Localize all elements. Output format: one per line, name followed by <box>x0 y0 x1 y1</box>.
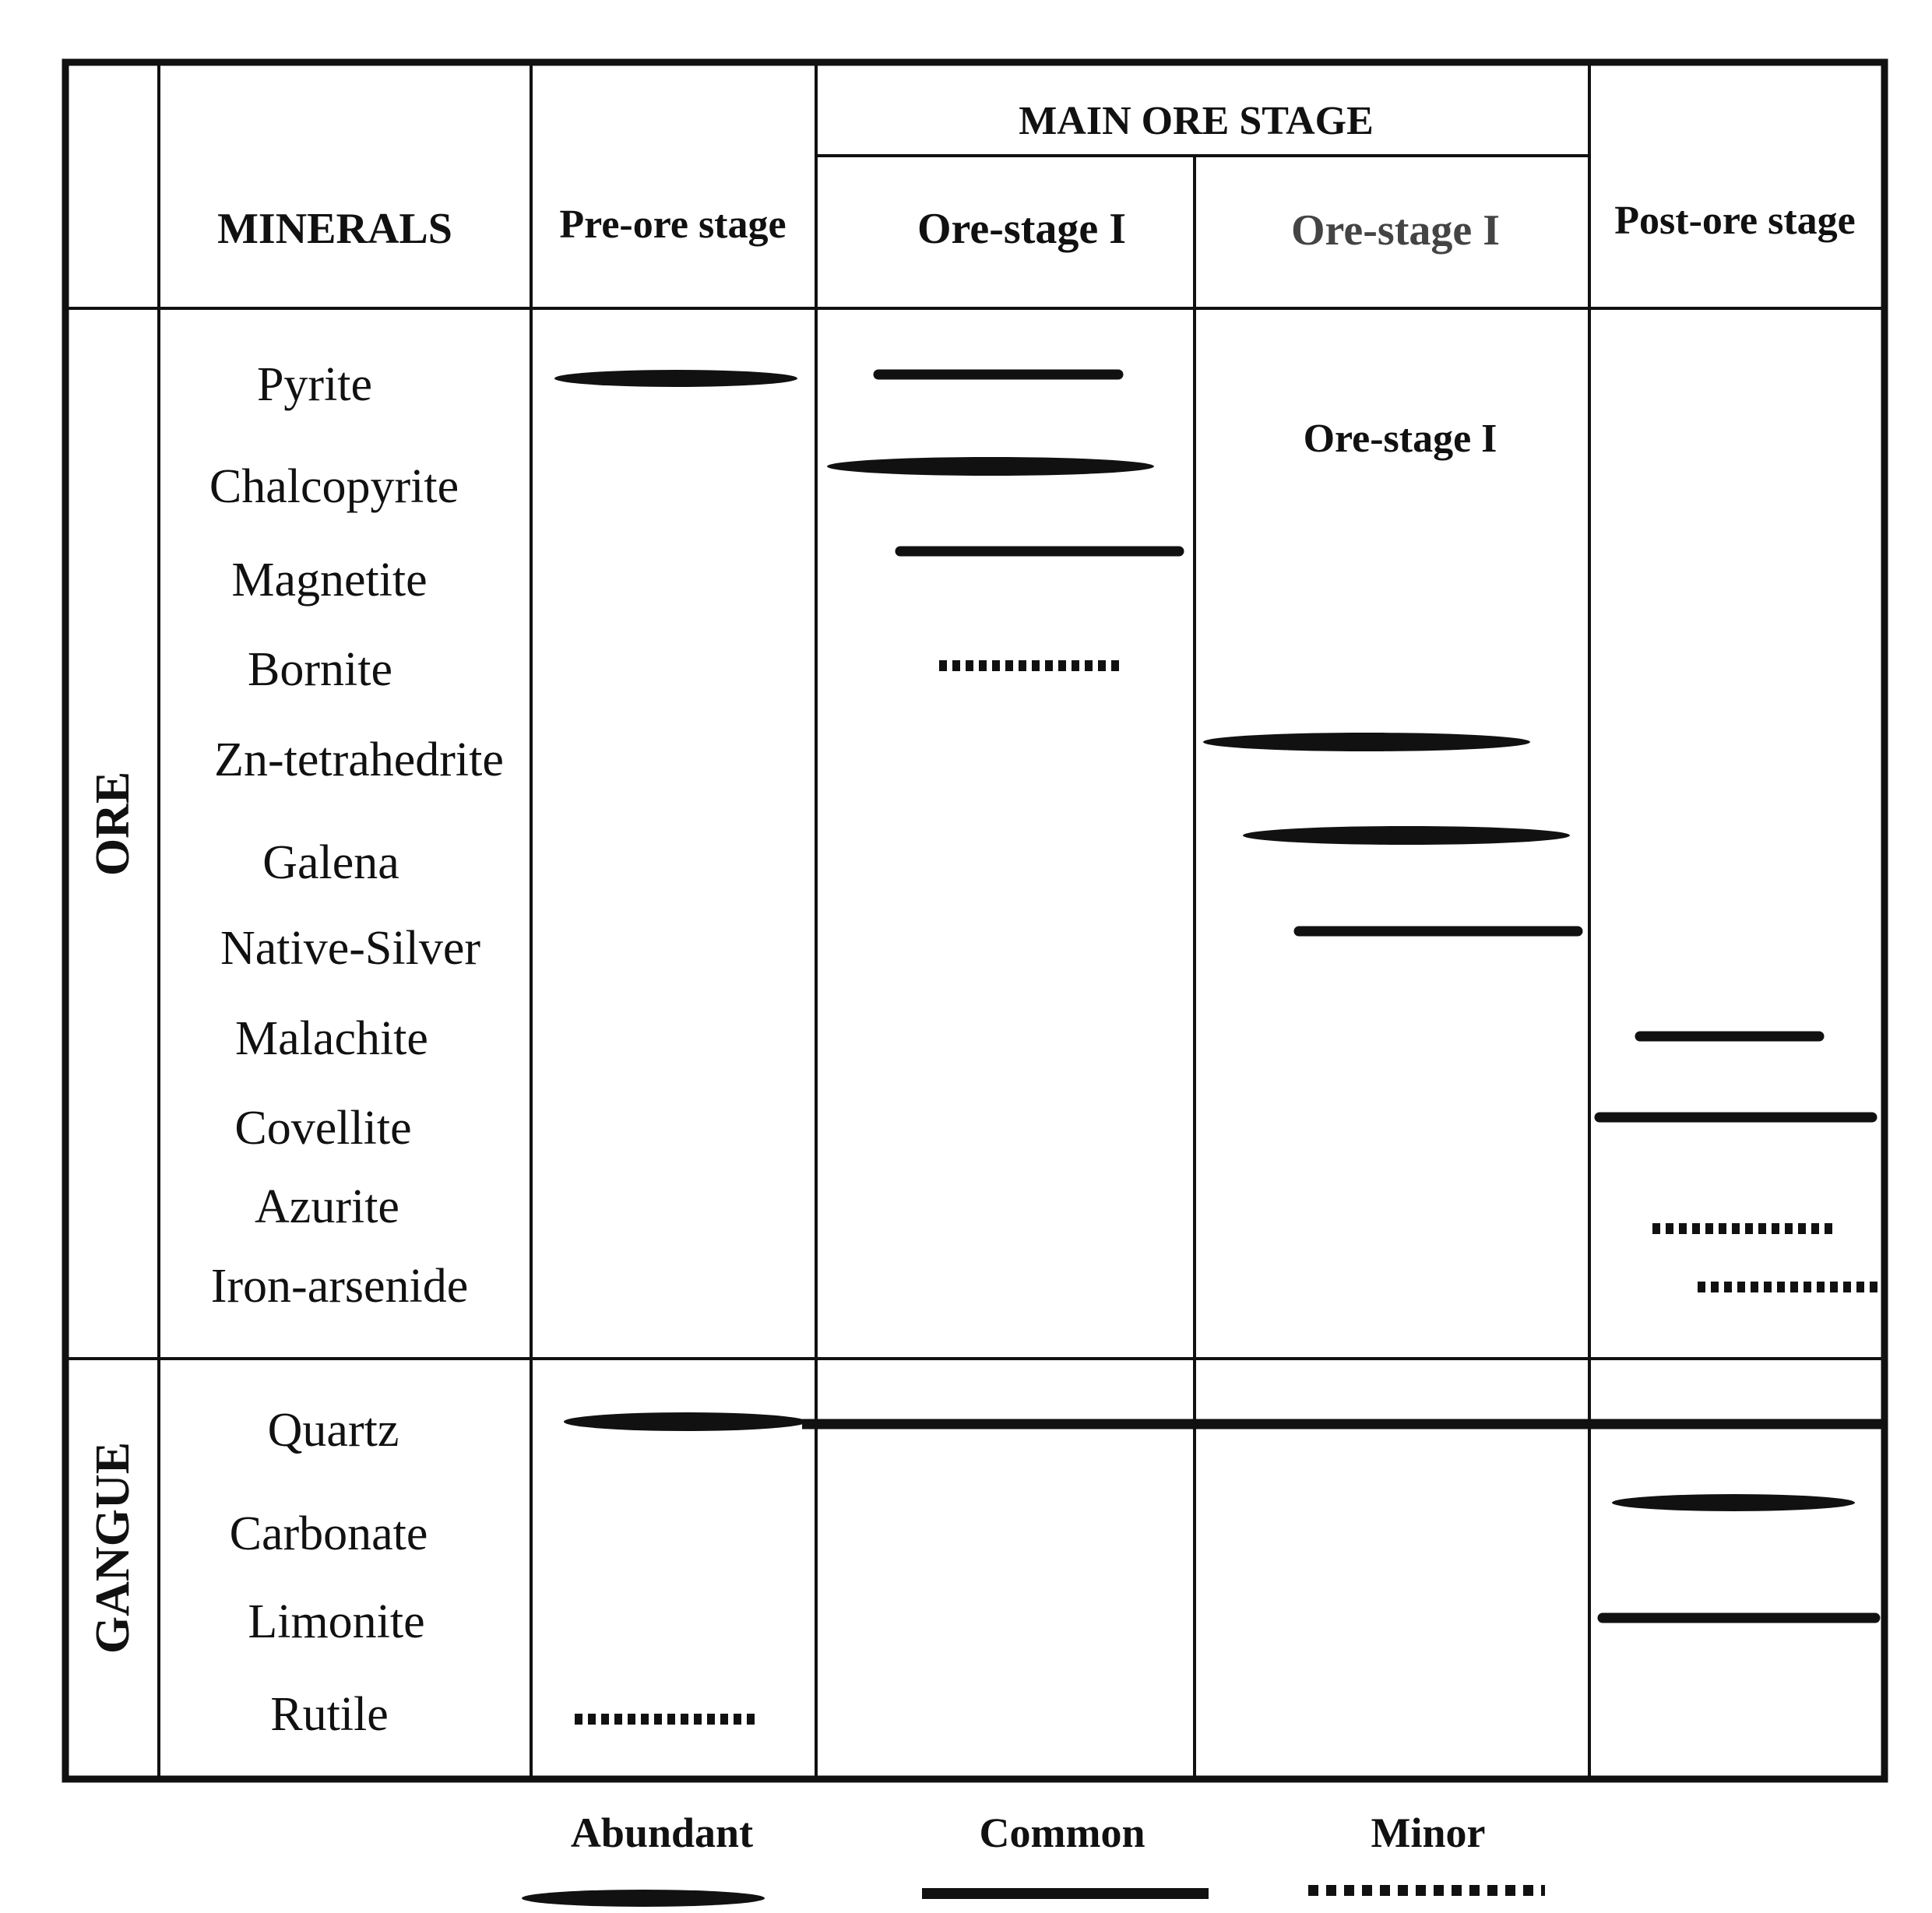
gangue-group-label: GANGUE <box>86 1441 139 1655</box>
mineral-carbonate: Carbonate <box>229 1507 428 1560</box>
ore-group-label: ORE <box>86 771 139 877</box>
legend-abundant-label: Abundant <box>570 1809 754 1856</box>
ore-stage-2-header: Ore-stage I <box>1291 206 1500 255</box>
mineral-chalcopyrite: Chalcopyrite <box>209 460 459 513</box>
legend-abundant-symbol <box>522 1890 765 1907</box>
bar-carbonate-abundant <box>1612 1494 1855 1511</box>
mineral-azurite: Azurite <box>255 1180 399 1233</box>
mineral-covellite: Covellite <box>234 1102 412 1155</box>
legend-common-label: Common <box>979 1809 1145 1856</box>
main-ore-header: MAIN ORE STAGE <box>1019 99 1374 143</box>
stray-stage-label: Ore-stage I <box>1303 417 1497 461</box>
mineral-pyrite: Pyrite <box>256 358 373 411</box>
minerals-header: MINERALS <box>217 205 452 253</box>
mineral-malachite: Malachite <box>235 1012 428 1065</box>
mineral-limonite: Limonite <box>248 1595 425 1648</box>
mineral-magnetite: Magnetite <box>231 554 428 607</box>
occurrence-bars <box>554 370 1884 1719</box>
mineral-rutile: Rutile <box>270 1688 389 1741</box>
bar-galena-abundant <box>1243 826 1570 845</box>
legend <box>522 1809 1545 1907</box>
ore-stage-1-header: Ore-stage I <box>917 205 1126 253</box>
mineral-quartz: Quartz <box>267 1404 399 1457</box>
legend-minor-label: Minor <box>1371 1809 1486 1856</box>
bar-zn-tetrahedrite-abundant <box>1203 733 1530 751</box>
mineral-bornite: Bornite <box>248 643 392 696</box>
mineral-native-silver: Native-Silver <box>220 922 481 975</box>
mineral-zn-tetrahedrite: Zn-tetrahedrite <box>214 733 504 786</box>
post-ore-header: Post-ore stage <box>1614 199 1856 243</box>
mineral-list <box>209 358 504 1741</box>
bar-quartz-pre-ore-abundant <box>564 1412 807 1431</box>
bar-pyrite-pre-ore-abundant <box>554 370 797 387</box>
pre-ore-header: Pre-ore stage <box>559 202 787 247</box>
bar-chalcopyrite-abundant <box>827 457 1154 476</box>
mineral-galena: Galena <box>262 836 399 889</box>
mineral-iron-arsenide: Iron-arsenide <box>210 1260 469 1313</box>
